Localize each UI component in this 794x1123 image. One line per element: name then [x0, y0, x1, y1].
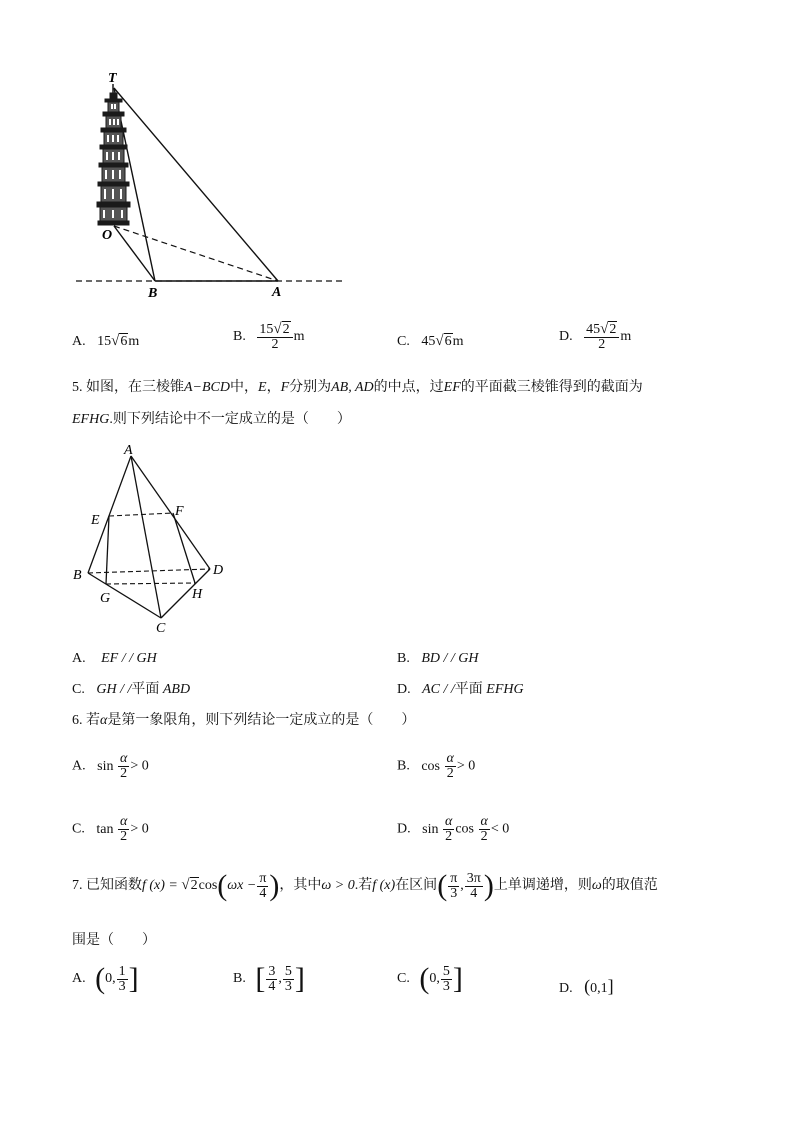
- frac-num-radicand: 2: [282, 322, 290, 337]
- edge-FH: [173, 513, 195, 583]
- frac-den: 4: [259, 885, 267, 901]
- q7-fraction: [257, 872, 268, 901]
- option-fraction: [441, 965, 452, 994]
- option-fn: sin: [422, 821, 439, 837]
- option-fn: cos: [421, 758, 441, 774]
- option-letter: B.: [233, 971, 246, 987]
- q6-stem: [72, 711, 415, 731]
- option-math: 0,: [429, 971, 440, 987]
- option-radicand: 6: [444, 334, 452, 349]
- option-math: EF / / GH: [101, 651, 157, 666]
- option-letter: B.: [397, 758, 410, 774]
- label-G: G: [100, 591, 111, 606]
- q5-stem-line2: [72, 410, 351, 430]
- q6-text: 6. 若: [72, 713, 100, 728]
- option-unit: m: [128, 334, 140, 349]
- option-math: ABD: [162, 682, 191, 697]
- option-letter: C.: [397, 334, 410, 349]
- option-letter: C.: [72, 821, 85, 837]
- q5-math: EFHG: [72, 412, 110, 427]
- q7-option-c: C. (0, $\frac{5}{3}$ ]: [397, 962, 463, 995]
- edge-BC: [88, 573, 161, 618]
- tetrahedron-figure: [68, 442, 238, 638]
- option-fraction: [266, 965, 277, 994]
- segment-OA: [114, 226, 278, 281]
- q5-text: 中，: [230, 380, 258, 395]
- option-fraction: [479, 815, 490, 844]
- frac-num: α: [119, 751, 128, 766]
- edge-AD: [131, 456, 210, 569]
- frac-den: 2: [120, 829, 128, 844]
- option-coef: 15: [97, 334, 112, 349]
- edge-CD: [161, 569, 210, 618]
- option-letter: D.: [397, 821, 411, 837]
- frac-den: 4: [268, 978, 276, 994]
- frac-num-coef: 15: [259, 322, 274, 337]
- q5-text: 5. 如图，在三棱锥: [72, 380, 184, 395]
- frac-den: 2: [445, 829, 453, 844]
- option-rel: > 0: [456, 758, 476, 774]
- frac-den: 3: [284, 978, 292, 994]
- frac-num: 3π: [466, 870, 481, 886]
- q5-math: AB, AD: [331, 380, 374, 395]
- q6-option-a: [72, 752, 149, 781]
- edge-AC: [131, 456, 161, 618]
- frac-num: 3: [268, 963, 276, 979]
- frac-den: 3: [450, 885, 458, 901]
- option-coef: 45: [421, 334, 436, 349]
- label-A: A: [272, 285, 282, 300]
- q7-text: 上单调递增，则: [493, 878, 592, 894]
- q7-math: cos: [198, 878, 218, 894]
- q5-math: EF: [443, 380, 461, 395]
- q7-text: .若: [354, 878, 373, 894]
- option-fn: sin: [97, 758, 114, 774]
- q7-stem-line2: [72, 931, 156, 951]
- frac-num: 5: [284, 963, 292, 979]
- option-fraction: [118, 815, 129, 844]
- q7-text: ，其中: [279, 878, 322, 894]
- label-B: B: [148, 286, 158, 301]
- frac-num: 1: [118, 963, 126, 979]
- q5-option-a: [72, 649, 157, 669]
- frac-den: 2: [446, 766, 454, 781]
- label-C: C: [156, 621, 166, 636]
- option-letter: A.: [72, 334, 86, 349]
- option-rel: > 0: [130, 758, 149, 774]
- option-fraction: $\frac{45√2}{2}$: [584, 322, 619, 352]
- option-unit: m: [452, 334, 464, 349]
- q7-math: 2: [190, 878, 198, 894]
- q7-option-d: D. (0,1]: [559, 976, 614, 996]
- q5-option-d: [397, 680, 524, 700]
- edge-GH: [106, 583, 195, 584]
- frac-num-coef: 45: [586, 322, 601, 337]
- q4-option-a: A. 15√6m: [72, 333, 140, 349]
- option-text: 平面: [454, 682, 483, 697]
- q4-option-c: C. 45√6m: [397, 333, 464, 349]
- option-math: 0,1: [590, 981, 608, 996]
- option-letter: A.: [72, 758, 86, 774]
- label-O: O: [102, 228, 113, 243]
- q7-math: f (x): [372, 878, 396, 894]
- q5-text: .则下列结论中不一定成立的是（ ）: [109, 412, 351, 427]
- q5-text: 的中点，过: [373, 380, 444, 395]
- frac-den: 2: [598, 337, 606, 352]
- option-letter: B.: [397, 651, 410, 666]
- option-letter: D.: [559, 981, 573, 996]
- frac-num: α: [119, 814, 128, 829]
- q5-option-c: [72, 680, 190, 700]
- option-letter: C.: [72, 682, 85, 697]
- option-letter: A.: [72, 971, 86, 987]
- frac-num: π: [259, 870, 267, 886]
- option-letter: D.: [397, 682, 411, 697]
- q5-option-b: [397, 649, 479, 669]
- q5-text: 的平面截三棱锥得到的截面为: [460, 380, 643, 395]
- option-unit: m: [293, 329, 305, 345]
- q6-option-d: [397, 815, 509, 844]
- option-letter: B.: [233, 329, 246, 345]
- label-D: D: [213, 563, 224, 578]
- q5-math: A−BCD: [184, 380, 230, 395]
- tower-figure: [70, 66, 360, 306]
- option-letter: D.: [559, 329, 573, 345]
- label-A: A: [124, 443, 133, 458]
- q6-math: α: [100, 713, 108, 728]
- option-fn: tan: [96, 821, 114, 837]
- q7-math: ω > 0: [321, 878, 355, 894]
- q7-text: 7. 已知函数: [72, 878, 142, 894]
- option-math: AC / /: [422, 682, 455, 697]
- q5-math: E: [258, 380, 267, 395]
- q7-text: 的取值范: [601, 878, 658, 894]
- q7-math: ωx −: [227, 878, 257, 894]
- frac-den: 2: [120, 766, 128, 781]
- q6-text: 是第一象限角，则下列结论一定成立的是（ ）: [107, 713, 416, 728]
- option-fraction: $\frac{15√2}{2}$: [257, 322, 292, 352]
- option-fraction: [117, 965, 128, 994]
- label-H: H: [192, 587, 203, 602]
- frac-den: 2: [480, 829, 488, 844]
- q7-text: 在区间: [395, 878, 438, 894]
- frac-num: π: [450, 870, 458, 886]
- q7-fraction: [448, 872, 459, 901]
- q4-option-b: [233, 322, 304, 352]
- q6-option-c: [72, 815, 149, 844]
- q5-math: F: [280, 380, 290, 395]
- option-rel: > 0: [130, 821, 149, 837]
- pagoda-image: [97, 84, 130, 225]
- option-radicand: 6: [120, 334, 128, 349]
- option-math: BD / / GH: [421, 651, 479, 666]
- option-fraction: [283, 965, 294, 994]
- label-B: B: [73, 568, 82, 583]
- q5-stem-line1: [72, 378, 643, 398]
- edge-EG: [106, 516, 109, 584]
- option-letter: A.: [72, 651, 86, 666]
- option-math: EFHG: [486, 682, 524, 697]
- q7-stem-line1: 7. 已知函数f (x) = √2cos(ωx − $\frac{\pi}{4}$ )，其中ω > 0.若f (x)在区间( $\frac{\pi}{3}$ , $\frac{3\pi}{4}$ )上单调递增，则ω的取值范: [72, 869, 658, 902]
- option-fn: cos: [455, 821, 474, 837]
- segment-TA: [114, 88, 278, 281]
- q4-option-d: [559, 322, 631, 352]
- frac-den: 3: [442, 978, 450, 994]
- label-F: F: [175, 504, 184, 519]
- q7-fraction: [465, 872, 483, 901]
- q6-option-b: [397, 752, 475, 781]
- option-text: 平面: [131, 682, 160, 697]
- label-T: T: [108, 71, 117, 86]
- frac-den: 2: [271, 337, 279, 352]
- frac-den: 4: [470, 885, 478, 901]
- option-fraction: [443, 815, 454, 844]
- option-rel: < 0: [490, 821, 510, 837]
- frac-num-radicand: 2: [609, 322, 617, 337]
- q7-math: f (x) =: [142, 878, 178, 894]
- label-E: E: [91, 513, 100, 528]
- option-letter: C.: [397, 971, 410, 987]
- frac-den: 3: [118, 978, 126, 994]
- frac-num: 5: [442, 963, 450, 979]
- option-math: 0,: [105, 971, 116, 987]
- q5-text: ，: [266, 380, 281, 395]
- q7-option-b: B. [ $\frac{3}{4}$ , $\frac{5}{3}$ ]: [233, 962, 305, 995]
- option-fraction: [445, 752, 456, 781]
- frac-num: α: [446, 751, 454, 766]
- q5-text: 分别为: [289, 380, 332, 395]
- q7-option-a: A. (0, $\frac{1}{3}$ ]: [72, 962, 139, 995]
- q7-math: ω: [591, 878, 602, 894]
- frac-num: α: [444, 814, 453, 829]
- option-unit: m: [620, 329, 632, 345]
- option-math: GH / /: [96, 682, 132, 697]
- q7-text: 围是（ ）: [72, 933, 156, 948]
- option-fraction: [118, 752, 129, 781]
- frac-num: α: [480, 814, 488, 829]
